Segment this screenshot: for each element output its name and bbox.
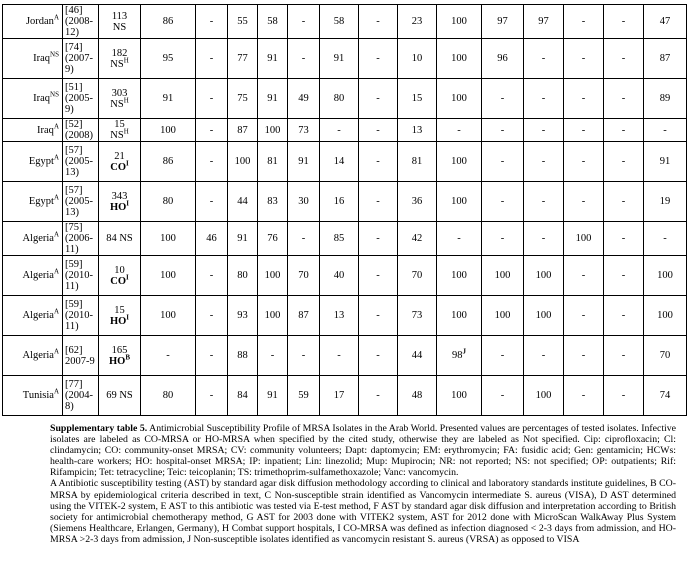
value-cell: 100	[437, 142, 482, 182]
value-cell: -	[564, 142, 604, 182]
value-cell: -	[564, 79, 604, 119]
value-cell: 55	[228, 5, 258, 39]
value-cell: 30	[288, 182, 320, 222]
country-cell	[3, 39, 63, 79]
country-name: Egypt	[28, 196, 54, 207]
value-cell: 42	[398, 222, 437, 256]
caption-paragraph	[50, 423, 676, 478]
caption-footnotes: A Antibiotic susceptibility testing (AST) by standard agar disk diffusion methodology according to clinical and laboratory standards institute guidelines, B CO-MRSA by epidemiological criteria described in text, C Non-susceptible strain identified as Vancomycin intermediate S. aureus (VISA), D AST determined using the VITEK-2 system, E AST to this antibiotic was tested via E-test method, F AST by standard agar disk diffusion and interpretation according to British society for antimicrobial chemotherapy method, G AST for 2003 done with VITEK2 system, AST for 2012 done with MicroScan WalkAway Plus System (Siemens Healthcare, Erlangen, Germany), H Combat support hospitals, I CO-MRSA was defined as infection diagnosed < 2-3 days from admission, and HO-MRSA >2-3 days from admission, J Non-susceptible isolates identified as vancomycin resistant S. aureus (VRSA) as opposed to VISA	[50, 478, 676, 545]
value-cell: 91	[141, 79, 196, 119]
sample-type-superscript: I	[126, 313, 130, 321]
value-cell: 10	[398, 39, 437, 79]
sample-size-cell	[99, 119, 141, 142]
value-cell: 13	[398, 119, 437, 142]
value-cell: -	[196, 296, 228, 336]
value-cell: 100	[141, 222, 196, 256]
value-cell: 100	[258, 296, 288, 336]
sample-size-cell	[99, 336, 141, 376]
value-cell: -	[359, 336, 398, 376]
susceptibility-table	[2, 4, 687, 416]
value-cell: 80	[141, 182, 196, 222]
table-row	[3, 222, 687, 256]
value-cell: -	[359, 182, 398, 222]
value-cell: -	[482, 119, 524, 142]
value-cell: 96	[482, 39, 524, 79]
sample-type: $NS^H$	[110, 56, 129, 70]
value-cell: 91	[228, 222, 258, 256]
value-cell: -	[524, 336, 564, 376]
table-row	[3, 336, 687, 376]
value-cell: 14	[320, 142, 359, 182]
country-superscript: A	[53, 347, 59, 356]
value-cell: 97	[482, 5, 524, 39]
value-cell: -	[482, 336, 524, 376]
sample-type: NS	[112, 21, 127, 33]
value-cell: -	[604, 79, 644, 119]
reference-cell: [57] (2005-13)	[63, 182, 99, 222]
reference-cell: [59] (2010-11)	[63, 256, 99, 296]
sample-type: $HO^I$	[109, 313, 130, 327]
reference-cell: [57] (2005-13)	[63, 142, 99, 182]
sample-count: 15	[114, 304, 125, 316]
value-cell: -	[320, 119, 359, 142]
value-cell: -	[288, 222, 320, 256]
sample-type: $HO^B$	[108, 353, 130, 367]
value-cell: -	[196, 79, 228, 119]
sample-type: $NS^H$	[110, 127, 129, 141]
country-name: Algeria	[22, 310, 54, 321]
country-cell	[3, 376, 63, 416]
value-cell: 86	[141, 142, 196, 182]
value-cell: 88	[228, 336, 258, 376]
value-cell: 70	[398, 256, 437, 296]
value-cell: 100	[437, 296, 482, 336]
value-cell: 44	[228, 182, 258, 222]
value-cell: 15	[398, 79, 437, 119]
country-name: Tunisia	[22, 390, 54, 401]
sample-type: $CO^I$	[110, 159, 129, 173]
value-cell: -	[564, 296, 604, 336]
country-cell	[3, 256, 63, 296]
value-cell: -	[644, 119, 687, 142]
value-cell: 49	[288, 79, 320, 119]
country-name: Algeria	[22, 233, 54, 244]
country-superscript: NS	[50, 50, 59, 59]
value-cell: 89	[644, 79, 687, 119]
value-superscript: J	[462, 347, 466, 356]
table-row	[3, 256, 687, 296]
sample-type-superscript: H	[123, 96, 129, 104]
value-cell: -	[604, 336, 644, 376]
value-cell: 80	[141, 376, 196, 416]
reference-cell: [59] (2010-11)	[63, 296, 99, 336]
value-cell: -	[604, 296, 644, 336]
value-cell: 80	[228, 256, 258, 296]
value-cell: 80	[320, 79, 359, 119]
value-cell: -	[482, 142, 524, 182]
value-cell: 100	[482, 296, 524, 336]
country-name: Iraq	[33, 93, 51, 104]
country-cell	[3, 182, 63, 222]
value-cell: 100	[644, 296, 687, 336]
reference-cell: [51] (2005-9)	[63, 79, 99, 119]
value-cell: -	[564, 376, 604, 416]
value-cell: -	[482, 376, 524, 416]
value-cell: 87	[644, 39, 687, 79]
value-cell: 100	[644, 256, 687, 296]
value-cell: -	[482, 222, 524, 256]
value-cell: -	[604, 142, 644, 182]
sample-type-superscript: I	[126, 199, 130, 207]
sample-size-cell	[99, 256, 141, 296]
value-cell: 100	[524, 376, 564, 416]
value-cell: 100	[228, 142, 258, 182]
value-cell: -	[524, 39, 564, 79]
sample-size-cell	[99, 39, 141, 79]
value-cell: 77	[228, 39, 258, 79]
sample-count: 303	[111, 87, 128, 99]
sample-count: 10	[114, 264, 125, 276]
value-cell: -	[196, 119, 228, 142]
country-name: Jordan	[25, 16, 54, 27]
value-cell: 13	[320, 296, 359, 336]
value-cell: 73	[288, 119, 320, 142]
sample-size-cell	[99, 296, 141, 336]
sample-size-cell	[99, 182, 141, 222]
table-row	[3, 39, 687, 79]
value-cell: 100	[141, 296, 196, 336]
sample-type: $HO^I$	[109, 199, 130, 213]
table-row	[3, 119, 687, 142]
value-cell: 87	[288, 296, 320, 336]
sample-type-superscript: B	[125, 353, 130, 361]
value-cell: -	[564, 119, 604, 142]
value-cell: -	[524, 119, 564, 142]
country-superscript: A	[53, 193, 59, 202]
country-superscript: A	[53, 387, 59, 396]
sample-size-cell	[99, 5, 141, 39]
value-cell: -	[196, 256, 228, 296]
value-cell: -	[437, 222, 482, 256]
reference-cell: [77] (2004-8)	[63, 376, 99, 416]
value-cell: -	[564, 39, 604, 79]
country-name: Algeria	[22, 270, 54, 281]
value-cell: 48	[398, 376, 437, 416]
sample-count: 165	[111, 344, 128, 356]
value-cell: 84	[228, 376, 258, 416]
value-cell: 36	[398, 182, 437, 222]
table-row	[3, 5, 687, 39]
value-cell: -	[196, 39, 228, 79]
country-superscript: A	[53, 230, 59, 239]
value-cell: 91	[320, 39, 359, 79]
value-cell: -	[524, 142, 564, 182]
country-superscript: NS	[50, 90, 59, 99]
country-superscript: A	[53, 307, 59, 316]
document-page	[2, 4, 686, 545]
country-cell	[3, 296, 63, 336]
value-cell: 44	[398, 336, 437, 376]
country-superscript: A	[53, 122, 59, 130]
value-cell: 100	[524, 256, 564, 296]
value-cell: -	[564, 256, 604, 296]
country-name: Iraq	[33, 53, 51, 64]
value-cell: 83	[258, 182, 288, 222]
value-cell: -	[288, 336, 320, 376]
table-row	[3, 182, 687, 222]
value-cell: 100	[437, 39, 482, 79]
value-cell: 93	[228, 296, 258, 336]
value-cell: -	[564, 5, 604, 39]
sample-size-cell: 84 NS	[99, 222, 141, 256]
value-cell: -	[359, 79, 398, 119]
value-cell: 87	[228, 119, 258, 142]
table-caption	[2, 423, 686, 545]
table-row	[3, 142, 687, 182]
value-cell: 81	[398, 142, 437, 182]
value-cell: 91	[644, 142, 687, 182]
value-cell: 76	[258, 222, 288, 256]
value-cell: 91	[258, 39, 288, 79]
value-cell: -	[524, 182, 564, 222]
table-row	[3, 296, 687, 336]
value-cell: -	[196, 142, 228, 182]
value-cell: -	[564, 336, 604, 376]
value-cell: 70	[644, 336, 687, 376]
value-cell: -	[604, 182, 644, 222]
sample-count: 15	[114, 119, 125, 130]
value-cell: 100	[437, 5, 482, 39]
value-cell: -	[359, 296, 398, 336]
value-cell: 46	[196, 222, 228, 256]
value-cell: 100	[437, 376, 482, 416]
value-cell: -	[564, 182, 604, 222]
value-cell: -	[359, 119, 398, 142]
value-cell: 17	[320, 376, 359, 416]
value-cell: -	[604, 222, 644, 256]
country-superscript: A	[53, 267, 59, 276]
value-cell: -	[359, 142, 398, 182]
value-cell: 100	[258, 256, 288, 296]
value-cell: 100	[437, 79, 482, 119]
value-cell: -	[524, 79, 564, 119]
value-cell: 91	[258, 376, 288, 416]
reference-cell: [52] (2008)	[63, 119, 99, 142]
sample-type-superscript: I	[126, 273, 129, 281]
country-cell	[3, 79, 63, 119]
value-cell: -	[359, 39, 398, 79]
value-cell: 100	[141, 256, 196, 296]
value-cell: 70	[288, 256, 320, 296]
value-cell: 16	[320, 182, 359, 222]
country-name: Algeria	[22, 350, 54, 361]
value-cell: -	[482, 182, 524, 222]
country-name: Iraq	[37, 124, 54, 136]
sample-size-cell	[99, 142, 141, 182]
sample-type-superscript: I	[126, 159, 129, 167]
value-cell: 81	[258, 142, 288, 182]
table-row	[3, 376, 687, 416]
value-cell: -	[288, 39, 320, 79]
value-cell: 91	[258, 79, 288, 119]
value-cell: -	[644, 222, 687, 256]
value-cell: -	[196, 182, 228, 222]
value-cell: 91	[288, 142, 320, 182]
value-cell: -	[359, 5, 398, 39]
sample-type-superscript: H	[123, 127, 129, 136]
table-row	[3, 79, 687, 119]
sample-count: 182	[111, 47, 128, 59]
reference-cell: [74] (2007-9)	[63, 39, 99, 79]
value-cell: 23	[398, 5, 437, 39]
value-cell: -	[524, 222, 564, 256]
value-cell: -	[320, 336, 359, 376]
country-superscript: A	[53, 13, 59, 22]
value-cell: 86	[141, 5, 196, 39]
sample-count: 21	[114, 150, 125, 162]
sample-count: 343	[111, 190, 128, 202]
reference-cell: [75] (2006-11)	[63, 222, 99, 256]
value-cell: -	[196, 5, 228, 39]
value-cell: 95	[141, 39, 196, 79]
sample-size-cell	[99, 79, 141, 119]
value-cell: -	[196, 336, 228, 376]
value-cell: -	[288, 5, 320, 39]
country-superscript: A	[53, 153, 59, 162]
table-body	[3, 5, 687, 416]
sample-size-cell: 69 NS	[99, 376, 141, 416]
value-cell: 19	[644, 182, 687, 222]
value-cell: -	[359, 222, 398, 256]
value-cell: -	[141, 336, 196, 376]
country-cell	[3, 5, 63, 39]
caption-text: Antimicrobial Susceptibility Profile of MRSA Isolates in the Arab World. Presented values are percentages of tested isolates. Infective isolates are labeled as CO-MRSA or HO-MRSA when specified by the cited study, otherwise they are labeled as Not specified. Cip: ciprofloxacin; Cl: clindamycin; CO: community-onset MRSA; CV: community volunteers; Dapt: daptomycin; EM: erythromycin; FA: fusidic acid; Gen: gentamicin; HCWs: health-care workers; HO: hospital-onset MRSA; IP: inpatient; Lin: linezolid; Mup: Mupirocin; NR: not reported; NS: not specified; OP: outpatients; Rif: Rifampicin; Tet: tetracycline; Teic: teicoplanin; TS: trimethoprim-sulfamethoxazole; Vanc: vancomycin.	[50, 423, 677, 479]
value-cell: -	[359, 256, 398, 296]
value-cell: 73	[398, 296, 437, 336]
sample-count: 113	[111, 10, 128, 22]
value-cell: 74	[644, 376, 687, 416]
value-cell: $98^J$	[437, 336, 482, 376]
value-cell: -	[196, 376, 228, 416]
value-cell: 47	[644, 5, 687, 39]
value-cell: 97	[524, 5, 564, 39]
value-cell: 100	[258, 119, 288, 142]
value-cell: -	[258, 336, 288, 376]
sample-type: $NS^H$	[110, 96, 129, 110]
caption-title: Supplementary table 5.	[50, 423, 148, 434]
value-cell: 100	[437, 182, 482, 222]
country-cell	[3, 222, 63, 256]
value-cell: -	[359, 376, 398, 416]
value-cell: -	[604, 119, 644, 142]
value-cell: 100	[564, 222, 604, 256]
value-cell: 58	[258, 5, 288, 39]
country-cell	[3, 119, 63, 142]
value-cell: 100	[141, 119, 196, 142]
country-name: Egypt	[28, 156, 54, 167]
value-cell: 40	[320, 256, 359, 296]
value-cell: 100	[524, 296, 564, 336]
value-cell: 85	[320, 222, 359, 256]
sample-type: $CO^I$	[110, 273, 129, 287]
value-cell: -	[482, 79, 524, 119]
value-cell: -	[604, 39, 644, 79]
reference-cell: [46] (2008-12)	[63, 5, 99, 39]
value-cell: -	[604, 5, 644, 39]
value-cell: -	[437, 119, 482, 142]
value-cell: -	[604, 256, 644, 296]
value-cell: 100	[482, 256, 524, 296]
value-cell: -	[604, 376, 644, 416]
value-cell: 100	[437, 256, 482, 296]
country-cell	[3, 336, 63, 376]
value-cell: 58	[320, 5, 359, 39]
value-cell: 75	[228, 79, 258, 119]
sample-type-superscript: H	[123, 56, 129, 64]
reference-cell: [62] 2007-9	[63, 336, 99, 376]
country-cell	[3, 142, 63, 182]
value-cell: 59	[288, 376, 320, 416]
